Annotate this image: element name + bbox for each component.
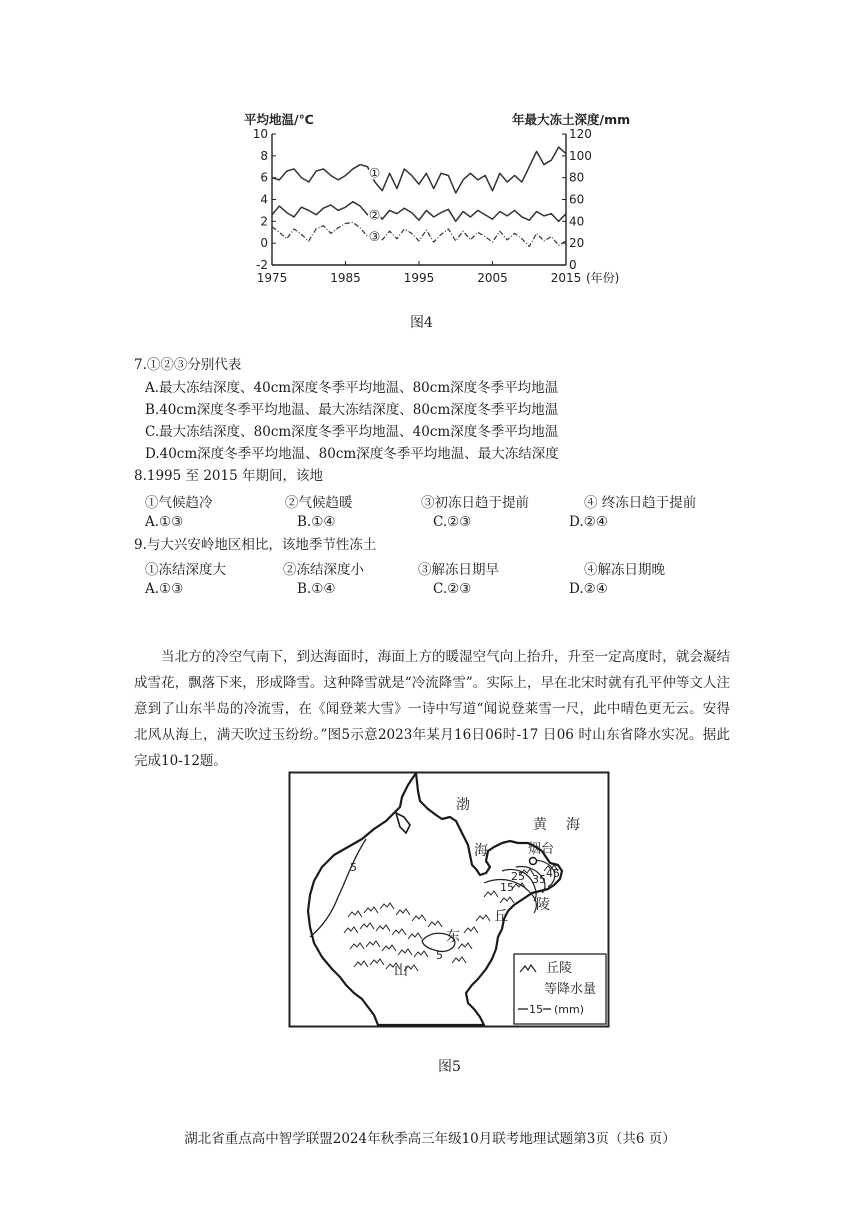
label-ling: 陵	[536, 897, 550, 913]
x-tick-label: 1975	[256, 271, 288, 285]
right-tick-label: 80	[569, 170, 585, 185]
series-label-3: ③	[368, 230, 381, 246]
q8-choice-c: C.②③	[433, 514, 472, 530]
left-tick-label: 4	[260, 192, 268, 207]
right-tick-label: 20	[569, 236, 585, 251]
series-line-1	[272, 147, 566, 193]
x-tick-label: 2015	[550, 271, 582, 285]
legend-hills-label: 丘陵	[546, 961, 573, 976]
passage-text: 当北方的冷空气南下，到达海面时，海面上方的暖湿空气向上抬升，升至一定高度时，就会凝结成雪花，飘落下来，形成降雪。这种降雪就是“冷流降雪”。实际上，早在北宋时就有孔平仲等文人注意到了山东半岛的冷流雪，在《闻登莱大雪》一诗中写道“闻说登莱雪一尺，此中晴色更无云。安得北风从海上，满天吹过玉纷纷。”图5示意2023年某月16日06时-17 日06 时山东省降水实况。据此完成10-12题。	[134, 649, 730, 769]
page-footer: 湖北省重点高中智学联盟2024年秋季高三年级10月联考地理试题第3页（共6 页）	[184, 1131, 676, 1147]
q9-item-1: ①冻结深度大	[145, 562, 226, 578]
q9-choice-c: C.②③	[433, 581, 472, 597]
series-line-3	[272, 222, 566, 246]
series-label-1: ①	[368, 166, 381, 182]
q9-item-4: ④解冻日期晚	[584, 562, 665, 578]
right-tick-label: 40	[569, 214, 585, 229]
series-label-2: ②	[368, 208, 381, 224]
figure-4-caption: 图4	[410, 315, 433, 331]
q8-item-3: ③初冻日趋于提前	[421, 495, 529, 511]
chart-axes	[272, 134, 566, 265]
yantai-point	[530, 858, 537, 865]
q7-option-a: A.最大冻结深度、40cm深度冬季平均地温、80cm深度冬季平均地温	[145, 380, 559, 396]
right-tick-label: 60	[569, 192, 585, 207]
legend-isohyet-label: 等降水量	[544, 982, 597, 997]
isoline-label-5a: 5	[350, 861, 357, 874]
q9-item-2: ②冻结深度小	[283, 562, 364, 578]
passage	[134, 644, 730, 774]
x-tick-label: 1985	[330, 271, 361, 285]
left-tick-label: -2	[256, 258, 268, 272]
isoline-label-35: 35	[532, 873, 546, 886]
series-line-2	[272, 202, 566, 222]
q8-choice-a: A.①③	[145, 514, 184, 530]
x-tick-label: 2005	[477, 271, 508, 285]
q8-item-1: ①气候趋冷	[145, 495, 213, 511]
label-bohai-hai: 海	[474, 843, 488, 859]
chart-labels	[244, 112, 630, 285]
q9-choice-b: B.①④	[297, 581, 336, 597]
q9-choice-a: A.①③	[145, 581, 184, 597]
q7-option-b: B.40cm深度冬季平均地温、最大冻结深度、80cm深度冬季平均地温	[145, 402, 559, 418]
label-huanghai-hai: 海	[566, 817, 580, 833]
figure-5-map	[288, 771, 610, 1028]
q8-stem: 8.1995 至 2015 年期间，该地	[134, 468, 323, 484]
label-huang: 黄	[533, 817, 547, 833]
isoline-label-5b: 5	[436, 949, 443, 962]
label-shan: 山	[394, 963, 408, 979]
q8-choice-d: D.②④	[569, 514, 608, 530]
legend-sample-value: 15	[529, 1003, 543, 1016]
label-qiu: 丘	[494, 909, 508, 925]
q8-choice-b: B.①④	[297, 514, 336, 530]
isoline-label-25: 25	[511, 870, 525, 883]
x-axis-unit: (年份)	[586, 271, 620, 285]
right-tick-label: 100	[569, 148, 592, 163]
q9-choice-d: D.②④	[569, 581, 608, 597]
q9-item-3: ③解冻日期早	[418, 562, 499, 578]
x-tick-label: 1995	[403, 271, 435, 285]
q7-option-c: C.最大冻结深度、80cm深度冬季平均地温、40cm深度冬季平均地温	[145, 424, 559, 440]
left-axis-label: 平均地温/℃	[244, 112, 314, 127]
right-tick-label: 120	[569, 127, 592, 141]
left-tick-label: 8	[260, 148, 268, 163]
left-tick-label: 10	[252, 127, 268, 141]
map-legend	[514, 954, 606, 1024]
label-bo: 渤	[456, 797, 470, 813]
label-yantai: 烟台	[528, 842, 555, 857]
right-axis-label: 年最大冻土深度/mm	[512, 112, 631, 127]
isoline-label-45: 45	[546, 867, 560, 880]
q9-stem: 9.与大兴安岭地区相比，该地季节性冻土	[134, 537, 377, 553]
label-dong: 东	[446, 929, 460, 945]
isoline-label-15: 15	[500, 881, 514, 894]
q8-item-2: ②气候趋暖	[285, 495, 353, 511]
chart-series	[272, 147, 566, 246]
right-tick-label: 0	[569, 258, 577, 272]
q7-option-d: D.40cm深度冬季平均地温、80cm深度冬季平均地温、最大冻结深度	[145, 446, 559, 462]
q7-stem: 7.①②③分别代表	[134, 357, 242, 373]
legend-unit: (mm)	[554, 1003, 585, 1016]
figure-5-caption: 图5	[438, 1059, 461, 1075]
left-tick-label: 0	[260, 236, 268, 251]
left-tick-label: 2	[260, 214, 268, 229]
q8-item-4: ④ 终冻日趋于提前	[584, 495, 697, 511]
figure-4-chart	[240, 108, 650, 298]
left-tick-label: 6	[260, 170, 268, 185]
